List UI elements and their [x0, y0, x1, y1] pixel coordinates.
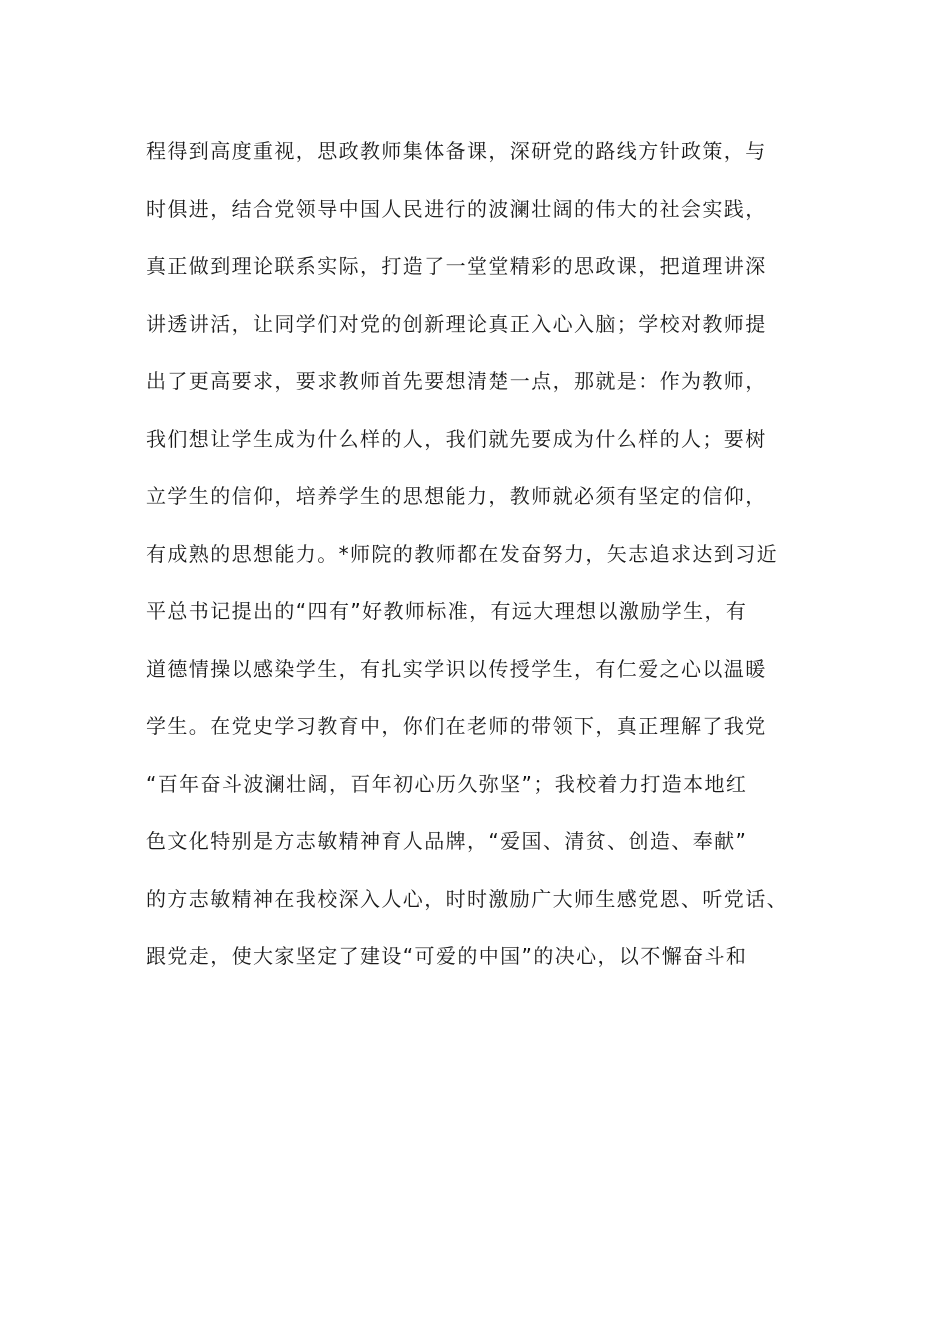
- text-line: 时俱进，结合党领导中国人民进行的波澜壮阔的伟大的社会实践，: [146, 196, 767, 221]
- text-line: 道德情操以感染学生，有扎实学识以传授学生，有仁爱之心以温暖: [146, 656, 767, 681]
- text-line: 跟党走，使大家坚定了建设“可爱的中国”的决心，以不懈奋斗和: [146, 944, 748, 968]
- text-line: 我们想让学生成为什么样的人，我们就先要成为什么样的人；要树: [146, 426, 767, 451]
- text-line: 讲透讲活，让同学们对党的创新理论真正入心入脑；学校对教师提: [146, 311, 767, 336]
- text-line: 色文化特别是方志敏精神育人品牌，“爱国、清贫、创造、奉献”: [146, 829, 748, 853]
- text-line: “百年奋斗波澜壮阔，百年初心历久弥坚”；我校着力打造本地红: [146, 771, 748, 796]
- text-line: 立学生的信仰，培养学生的思想能力，教师就必须有坚定的信仰，: [146, 484, 767, 508]
- text-line: 有成熟的思想能力。*师院的教师都在发奋努力，矢志追求达到习近: [146, 541, 778, 566]
- text-line: 学生。在党史学习教育中，你们在老师的带领下，真正理解了我党: [146, 714, 767, 738]
- text-line: 平总书记提出的“四有”好教师标准，有远大理想以激励学生，有: [146, 599, 748, 623]
- text-line: 的方志敏精神在我校深入人心，时时激励广大师生感党恩、听党话、: [146, 886, 788, 911]
- text-line: 出了更高要求，要求教师首先要想清楚一点，那就是：作为教师，: [146, 369, 767, 393]
- body-text: [146, 131, 826, 994]
- text-line: 真正做到理论联系实际，打造了一堂堂精彩的思政课，把道理讲深: [146, 254, 767, 278]
- text-line: 程得到高度重视，思政教师集体备课，深研党的路线方针政策，与: [146, 139, 767, 163]
